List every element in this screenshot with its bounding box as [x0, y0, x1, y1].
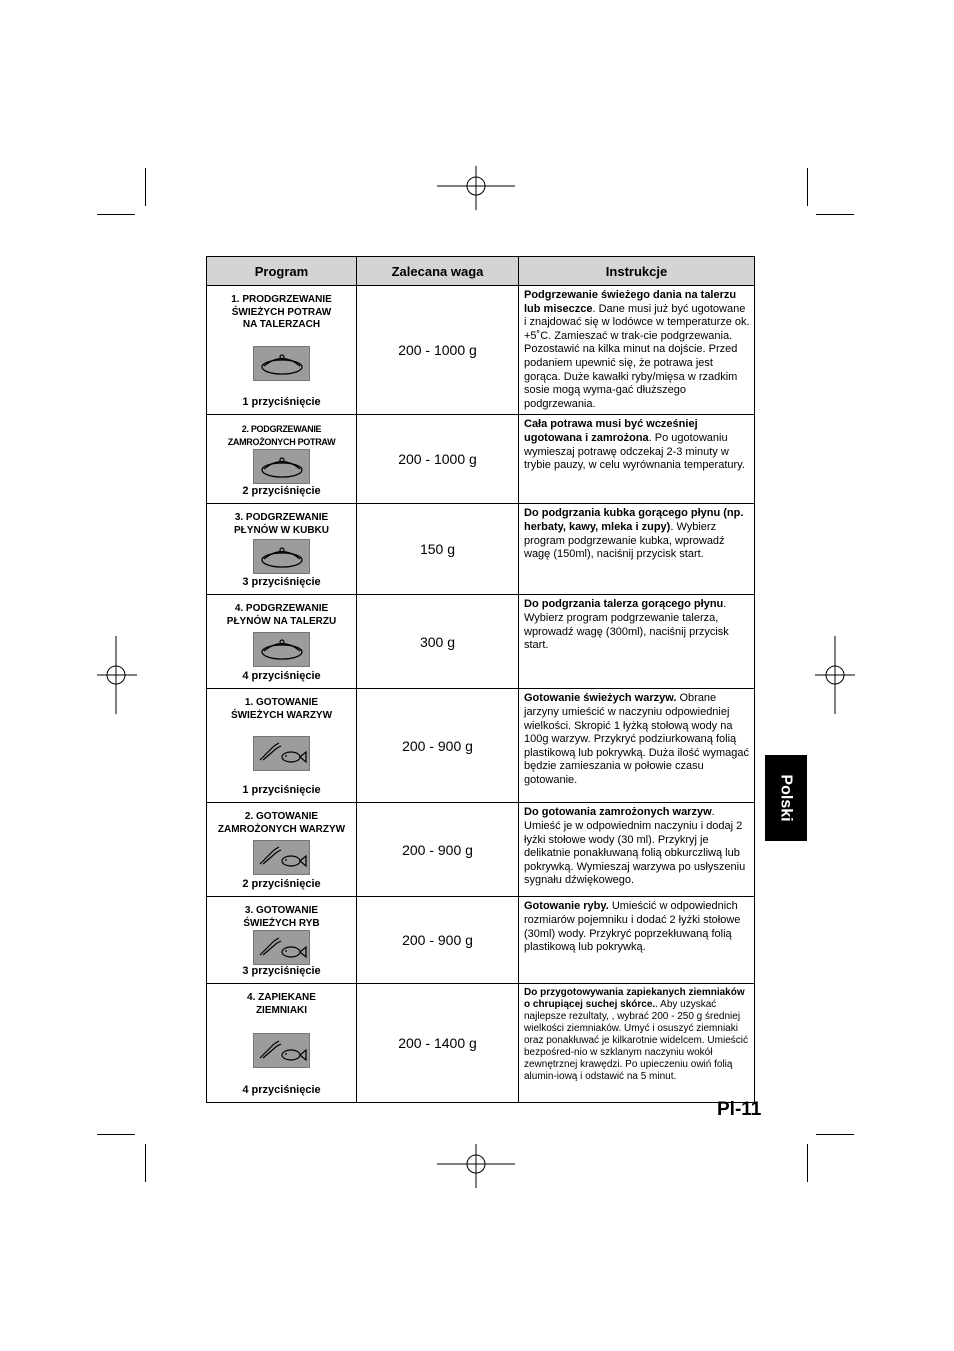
program-cell	[207, 595, 357, 689]
header-program: Program	[207, 257, 357, 286]
crop-mark	[145, 168, 146, 206]
table-row	[207, 595, 755, 689]
crop-mark	[816, 214, 854, 215]
registration-mark-icon	[437, 166, 515, 210]
table-row	[207, 689, 755, 803]
program-name-line: ŚWIEŻYCH WARZYW	[230, 709, 333, 721]
program-cell	[207, 689, 357, 803]
instruction-text: . Po ugotowaniu wymieszaj potrawę odczekaj 2-3 minuty w trybie pauzy, w celu wyrównania temperatury.	[524, 431, 745, 472]
instruction-cell	[519, 595, 755, 689]
crop-mark	[145, 1144, 146, 1182]
program-name-line: 3. GOTOWANIE	[244, 905, 319, 917]
instruction-heading: Gotowanie świeżych warzyw.	[524, 692, 677, 705]
carrot-fish-icon	[253, 1033, 310, 1068]
program-name-line: ZIEMNIAKI	[255, 1004, 308, 1016]
header-instructions: Instrukcje	[519, 257, 755, 286]
instruction-text: . Wybierz program podgrzewanie kubka, wprowadź wagę (150ml), naciśnij przycisk start.	[524, 520, 725, 561]
press-count: 3 przyciśnięcie	[242, 576, 321, 589]
instruction-cell	[519, 689, 755, 803]
program-name	[247, 992, 316, 1017]
instruction-cell	[519, 897, 755, 984]
instruction-text: . Wybierz program podgrzewanie talerza, wprowadź wagę (300ml), naciśnij przycisk start.	[524, 598, 729, 652]
weight-cell: 200 - 1400 g	[357, 984, 519, 1103]
program-cell	[207, 803, 357, 897]
press-count: 4 przyciśnięcie	[242, 670, 321, 683]
table-row	[207, 803, 755, 897]
program-name	[243, 905, 319, 930]
instruction-heading: Cała potrawa musi być wcześniej ugotowana i zamrożona	[524, 418, 698, 444]
press-count: 1 przyciśnięcie	[242, 396, 321, 409]
carrot-fish-icon	[253, 840, 310, 875]
program-cell	[207, 984, 357, 1103]
instruction-cell	[519, 984, 755, 1103]
program-name	[218, 811, 345, 836]
language-tab-label: Polski	[778, 774, 796, 822]
program-table	[206, 256, 755, 1103]
program-name-line: ZAMROŻONYCH POTRAW	[227, 436, 336, 447]
header-weight: Zalecana waga	[357, 257, 519, 286]
covered-dish-icon	[253, 632, 310, 667]
program-name	[234, 512, 329, 537]
instruction-heading: Podgrzewanie świeżego dania na talerzu lub miseczce	[524, 289, 737, 315]
table-row	[207, 286, 755, 415]
program-name-line: ŚWIEŻYCH RYB	[243, 917, 320, 929]
instruction-text: . Aby uzyskać najlepsze rezultaty, , wybrać 200 - 250 g średniej wielkości ziemniaków. Umyć i osuszyć ziemniaki oraz ponakłuwać je kilkarotnie widelcem. Umieścić bezpośred-nio w szklanym naczyniu wokół zewnętrznej krawędzi. Po upieczeniu owiń folią alumin-iową i odstawić na 5 minut.	[524, 999, 748, 1083]
language-tab	[765, 755, 807, 841]
weight-cell: 300 g	[357, 595, 519, 689]
instruction-heading: Do podgrzania kubka gorącego płynu (np. herbaty, kawy, mleka i zupy)	[524, 507, 744, 533]
carrot-fish-icon	[253, 736, 310, 771]
program-name	[231, 697, 332, 722]
weight-cell: 150 g	[357, 504, 519, 595]
instruction-cell	[519, 504, 755, 595]
program-name-line: PŁYNÓW W KUBKU	[234, 524, 329, 536]
program-name	[227, 603, 336, 628]
program-name-line: 1. PRODGRZEWANIE	[231, 294, 332, 305]
program-name-line: 2. PODGRZEWANIE	[241, 424, 322, 435]
crop-mark	[816, 1134, 854, 1135]
program-cell	[207, 415, 357, 504]
program-name-line: ŚWIEŻYCH POTRAW	[231, 306, 332, 318]
crop-mark	[807, 1144, 808, 1182]
instruction-text: . Umieść je w odpowiednim naczyniu i dodaj 2 łyżki stołowe wody (30 ml). Przykryj je delikatnie ponakłuwaną folią obkurczliwą lub pokrywką. Wymieszaj warzywa po usłyszeniu sygnału dźwiękowego.	[524, 806, 746, 887]
program-name-line: 4. PODGRZEWANIE	[234, 603, 329, 615]
table-row	[207, 415, 755, 504]
press-count: 2 przyciśnięcie	[242, 485, 321, 498]
program-name-line: 2. GOTOWANIE	[244, 811, 319, 823]
weight-cell: 200 - 900 g	[357, 689, 519, 803]
instruction-text: . Dane musi już być ugotowane i znajdować się w lodówce w temperaturze ok. +5˚C. Zamieszać w trak-cie podgrzewania. Pozostawić na kilka minut na dojście. Przed podaniem upewnić się, że potrawa jest gorąca. Duże kawałki ryby/mięsa w rzadkim sosie mogą wyma-gać dłuższego podgrzewania.	[524, 302, 750, 410]
program-name-line: ZAMROŻONYCH WARZYW	[217, 823, 346, 835]
program-name-line: 3. PODGRZEWANIE	[234, 512, 329, 524]
program-cell	[207, 286, 357, 415]
weight-cell: 200 - 1000 g	[357, 415, 519, 504]
program-cell	[207, 897, 357, 984]
program-name-line: 4. ZAPIEKANE	[247, 992, 316, 1004]
press-count: 3 przyciśnięcie	[242, 965, 321, 978]
instruction-heading: Gotowanie ryby.	[524, 900, 609, 913]
registration-mark-icon	[437, 1144, 515, 1188]
instruction-text: Umieścić w odpowiednich rozmiarów pojemniku i dodać 2 łyżki stołowe (30ml) wody. Przykryć poprzekłuwaną folią plastikową lub pokrywką.	[524, 900, 741, 954]
table-header-row	[207, 257, 755, 286]
program-name-line: NA TALERZACH	[242, 319, 321, 330]
program-cell	[207, 504, 357, 595]
table-row	[207, 984, 755, 1103]
program-name	[228, 423, 336, 448]
program-name-line: 1. GOTOWANIE	[244, 697, 319, 709]
instruction-cell	[519, 803, 755, 897]
covered-dish-icon	[253, 346, 310, 381]
crop-mark	[807, 168, 808, 206]
covered-dish-icon	[253, 539, 310, 574]
instruction-heading: Do przygotowywania zapiekanych ziemniaków o chrupiącej suchej skórce.	[524, 987, 745, 1011]
instruction-cell	[519, 286, 755, 415]
instruction-cell	[519, 415, 755, 504]
program-name	[231, 294, 332, 332]
crop-mark	[97, 1134, 135, 1135]
instruction-text: Obrane jarzyny umieścić w naczyniu odpowiedniej wielkości. Skropić 1 łyżką stołową wody na 100g warzyw. Przykryć podziurkowaną folią plastikową lub pokrywką. Duża ilość wymagać będzie zamieszania w połowie czasu gotowanie.	[524, 692, 749, 786]
page-number: Pl-11	[717, 1099, 762, 1120]
crop-mark	[97, 214, 135, 215]
press-count: 1 przyciśnięcie	[242, 784, 321, 797]
weight-cell: 200 - 900 g	[357, 803, 519, 897]
table-row	[207, 504, 755, 595]
table-row	[207, 897, 755, 984]
covered-dish-icon	[253, 449, 310, 484]
instruction-heading: Do gotowania zamrożonych warzyw	[524, 806, 712, 819]
registration-mark-icon	[97, 636, 137, 714]
weight-cell: 200 - 900 g	[357, 897, 519, 984]
press-count: 4 przyciśnięcie	[242, 1084, 321, 1097]
program-name-line: PŁYNÓW NA TALERZU	[226, 615, 337, 627]
registration-mark-icon	[815, 636, 855, 714]
press-count: 2 przyciśnięcie	[242, 878, 321, 891]
carrot-fish-icon	[253, 930, 310, 965]
instruction-heading: Do podgrzania talerza gorącego płynu	[524, 598, 724, 611]
weight-cell: 200 - 1000 g	[357, 286, 519, 415]
